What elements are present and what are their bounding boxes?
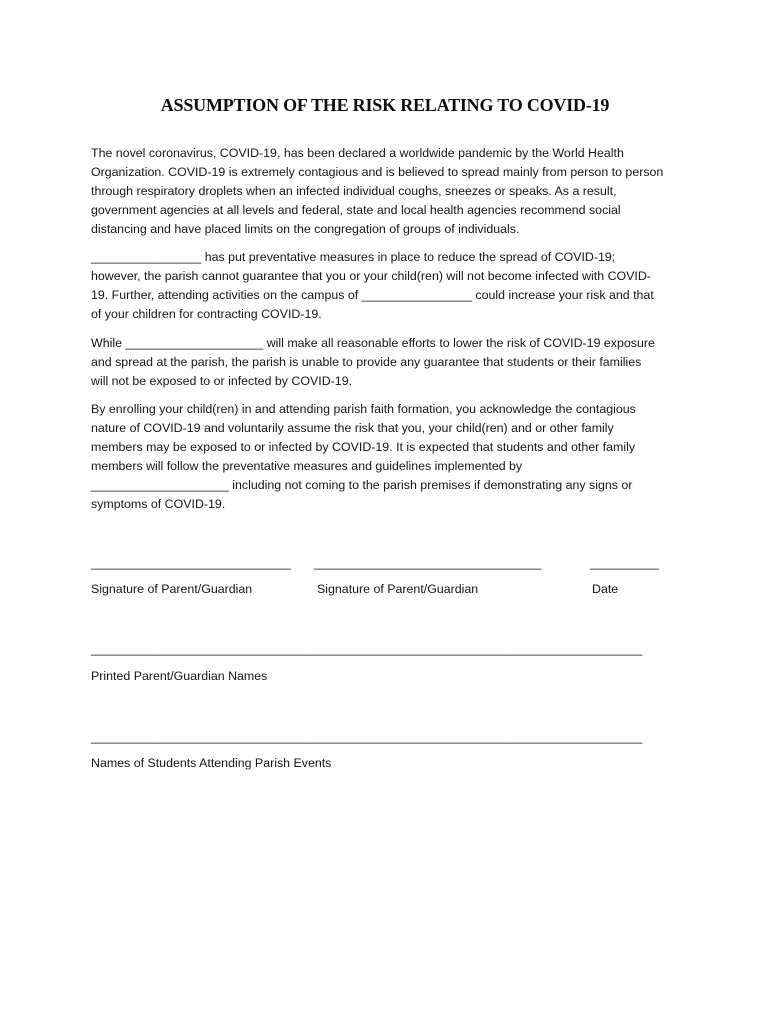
- paragraph-line: ________________ has put preventative measures in place to reduce the spread of COVID-19;: [91, 250, 616, 264]
- printed-names-line[interactable]: ________________________________________________________________________________: [91, 642, 643, 656]
- paragraph-line: will not be exposed to or infected by COVID-19.: [91, 374, 353, 388]
- date-line[interactable]: __________: [590, 556, 659, 570]
- document-title: ASSUMPTION OF THE RISK RELATING TO COVID-19: [160, 95, 610, 115]
- signature-label-parent-1: Signature of Parent/Guardian: [91, 582, 253, 596]
- paragraph-intro: [91, 144, 691, 239]
- paragraph-line: ____________________ including not coming to the parish premises if demonstrating any signs or: [91, 478, 633, 492]
- paragraph-line: By enrolling your child(ren) in and attending parish faith formation, you acknowledge the contagious: [91, 402, 636, 416]
- paragraph-line: members may be exposed to or infected by COVID-19. It is expected that students and other family: [91, 440, 636, 454]
- paragraph-line: of your children for contracting COVID-19.: [91, 307, 322, 321]
- paragraph-preventative-measures: [91, 248, 691, 324]
- paragraph-line: Organization. COVID-19 is extremely contagious and is believed to spread mainly from person to person: [91, 165, 664, 179]
- paragraph-line: and spread at the parish, the parish is unable to provide any guarantee that students or their families: [91, 355, 642, 369]
- signature-line-parent-2[interactable]: _________________________________: [314, 556, 542, 570]
- student-names-label: Names of Students Attending Parish Events: [91, 756, 332, 770]
- paragraph-acknowledgement: [91, 400, 691, 514]
- signature-line-parent-1[interactable]: _____________________________: [91, 556, 291, 570]
- student-names-line[interactable]: ________________________________________________________________________________: [91, 730, 643, 744]
- paragraph-line: government agencies at all levels and federal, state and local health agencies recommend social: [91, 203, 621, 217]
- paragraph-line: distancing and have placed limits on the congregation of groups of individuals.: [91, 222, 520, 236]
- paragraph-line: nature of COVID-19 and voluntarily assume the risk that you, your child(ren) and or other family: [91, 421, 614, 435]
- signature-label-parent-2: Signature of Parent/Guardian: [317, 582, 479, 596]
- paragraph-line: While ____________________ will make all reasonable efforts to lower the risk of COVID-19 exposure: [91, 336, 655, 350]
- printed-names-label: Printed Parent/Guardian Names: [91, 669, 268, 683]
- paragraph-line: symptoms of COVID-19.: [91, 497, 226, 511]
- paragraph-line: through respiratory droplets when an infected individual coughs, sneezes or speaks. As a result,: [91, 184, 617, 198]
- paragraph-line: however, the parish cannot guarantee that you or your child(ren) will not become infected with COVID-: [91, 269, 651, 283]
- paragraph-reasonable-efforts: [91, 334, 691, 391]
- paragraph-line: members will follow the preventative measures and guidelines implemented by: [91, 459, 523, 473]
- paragraph-line: 19. Further, attending activities on the campus of ________________ could increase your risk and that: [91, 288, 654, 302]
- date-label: Date: [592, 582, 619, 596]
- paragraph-line: The novel coronavirus, COVID-19, has been declared a worldwide pandemic by the World Health: [91, 146, 624, 160]
